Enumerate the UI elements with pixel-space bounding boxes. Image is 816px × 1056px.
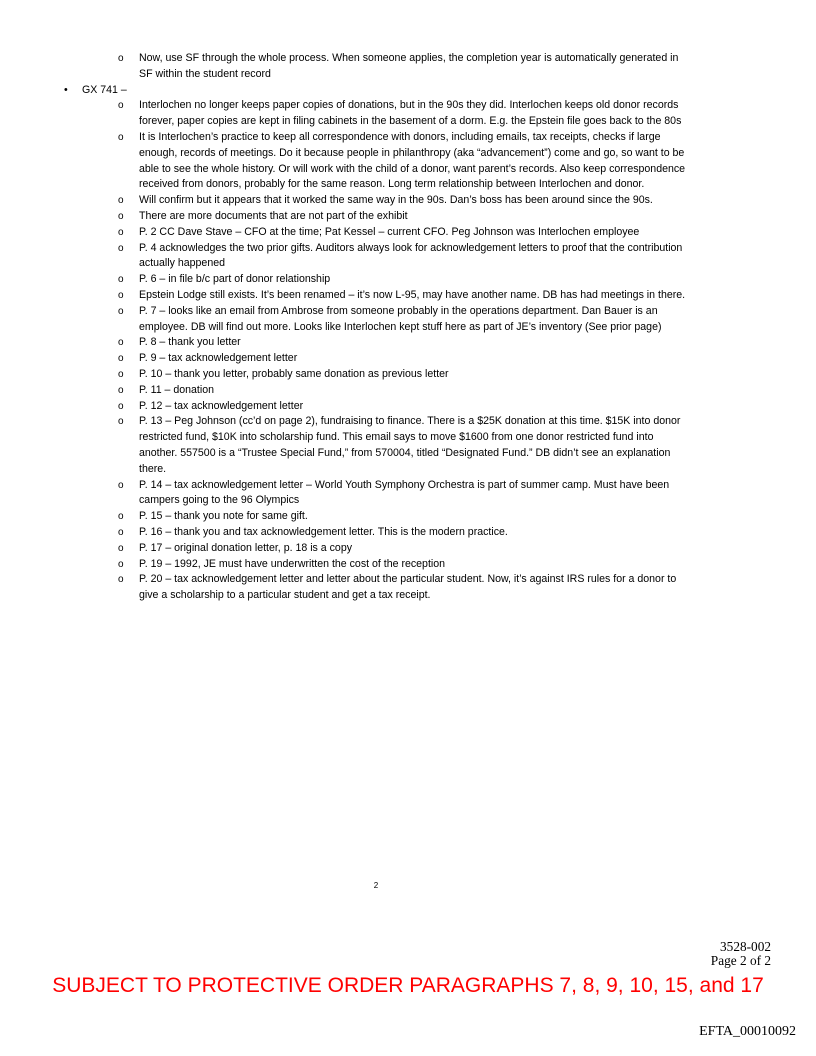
sub-bullet-icon: o bbox=[118, 368, 124, 380]
sub-bullet-icon: o bbox=[118, 274, 124, 286]
list-item-text: Now, use SF through the whole process. When someone applies, the completion year is automatically generated in SF within the student record bbox=[139, 52, 679, 80]
list-item bbox=[0, 414, 816, 477]
list-item bbox=[0, 383, 816, 399]
list-item-text: P. 15 – thank you note for same gift. bbox=[139, 510, 308, 523]
sub-bullet-icon: o bbox=[118, 305, 124, 317]
list-item-text: P. 17 – original donation letter, p. 18 is a copy bbox=[139, 541, 353, 554]
list-item bbox=[0, 335, 816, 351]
sub-bullet-icon: o bbox=[118, 289, 124, 301]
list-item-text: P. 20 – tax acknowledgement letter and letter about the particular student. Now, it’s against IRS rules for a donor to give a scholarship to a particular student and get a tax receipt. bbox=[139, 573, 677, 602]
list-item bbox=[0, 367, 816, 383]
interview-notes bbox=[0, 51, 816, 604]
section-heading: GX 741 – bbox=[82, 83, 127, 96]
sub-bullet-icon: o bbox=[118, 131, 124, 143]
list-item-text: P. 6 – in file b/c part of donor relationship bbox=[139, 273, 331, 286]
sub-bullet-icon: o bbox=[118, 416, 124, 428]
sub-bullet-icon: o bbox=[118, 210, 124, 222]
list-item-text: Will confirm but it appears that it worked the same way in the 90s. Dan’s boss has been around since the 90s. bbox=[139, 194, 653, 207]
list-item-text: P. 4 acknowledges the two prior gifts. Auditors always look for acknowledgement letters to proof that the contribution actually happened bbox=[139, 241, 683, 270]
list-item-text: There are more documents that are not part of the exhibit bbox=[139, 209, 408, 222]
list-item bbox=[0, 130, 816, 193]
list-item bbox=[0, 557, 816, 573]
list-item bbox=[0, 225, 816, 241]
list-item-text: P. 10 – thank you letter, probably same donation as previous letter bbox=[139, 367, 449, 380]
list-item bbox=[0, 288, 816, 304]
sub-bullet-icon: o bbox=[118, 226, 124, 238]
sub-bullet-icon: o bbox=[118, 511, 124, 523]
page-number: 2 bbox=[373, 881, 379, 890]
list-item bbox=[0, 209, 816, 225]
sub-bullet-icon: o bbox=[118, 353, 124, 365]
section-gx741 bbox=[0, 83, 816, 99]
bates-page-label: Page 2 of 2 bbox=[710, 953, 771, 968]
list-item bbox=[0, 399, 816, 415]
list-item-text: P. 19 – 1992, JE must have underwritten the cost of the reception bbox=[139, 557, 446, 570]
list-item bbox=[0, 478, 816, 510]
sub-bullet-icon: o bbox=[118, 558, 124, 570]
bullet-icon: • bbox=[64, 83, 68, 96]
list-item-text: P. 12 – tax acknowledgement letter bbox=[139, 399, 304, 412]
sub-bullet-icon: o bbox=[118, 384, 124, 396]
list-item bbox=[0, 572, 816, 604]
sub-bullet-icon: o bbox=[118, 479, 124, 491]
list-item-text: Epstein Lodge still exists. It’s been renamed – it’s now L-95, may have another name. DB has had meetings in there. bbox=[139, 288, 686, 301]
sub-bullet-icon: o bbox=[118, 526, 124, 538]
list-item-text: P. 13 – Peg Johnson (cc’d on page 2), fundraising to finance. There is a $25K donation at this time. $15K into donor restricted fund, $10K into scholarship fund. This email says to move $1600 from one donor restricted fund into another. 557500 is a “Trustee Special Fund,” from 570004, titled “Designated Fund.” DB didn’t see an explanation there. bbox=[139, 415, 681, 475]
intro-list bbox=[0, 51, 816, 83]
list-item-text: P. 2 CC Dave Stave – CFO at the time; Pat Kessel – current CFO. Peg Johnson was Interlochen employee bbox=[139, 225, 640, 238]
list-item bbox=[0, 509, 816, 525]
list-item-text: P. 14 – tax acknowledgement letter – World Youth Symphony Orchestra is part of summer camp. Must have been campers going to the 96 Olympics bbox=[139, 478, 670, 507]
list-item-text: Interlochen no longer keeps paper copies of donations, but in the 90s they did. Interlochen keeps old donor records forever, paper copies are kept in filing cabinets in the basement of a dorm. E.g. the Epstein file goes back to the 80s bbox=[139, 99, 682, 128]
protective-order-notice: SUBJECT TO PROTECTIVE ORDER PARAGRAPHS 7, 8, 9, 10, 15, and 17 bbox=[52, 974, 764, 997]
list-item-text: P. 9 – tax acknowledgement letter bbox=[139, 352, 298, 365]
bates-block bbox=[711, 940, 771, 968]
sub-bullet-icon: o bbox=[118, 100, 124, 112]
section-list bbox=[0, 98, 816, 604]
sub-bullet-icon: o bbox=[118, 337, 124, 349]
sub-bullet-icon: o bbox=[118, 242, 124, 254]
list-item-text: P. 16 – thank you and tax acknowledgement letter. This is the modern practice. bbox=[139, 525, 508, 538]
list-item-text: It is Interlochen’s practice to keep all correspondence with donors, including emails, tax receipts, checks if large enough, records of meetings. Do it because people in philanthropy (aka “advancement”) come and go, so want to be able to see the whole history. Or will work with the child of a donor, want parent’s records. Also keep correspondence received from donors, probably for the same reason. Long term relationship between Interlochen and donor. bbox=[139, 130, 686, 191]
list-item-text: P. 11 – donation bbox=[139, 383, 215, 396]
list-item bbox=[0, 98, 816, 130]
list-item bbox=[0, 241, 816, 273]
list-item bbox=[0, 51, 816, 83]
list-item bbox=[0, 525, 816, 541]
sub-bullet-icon: o bbox=[118, 542, 124, 554]
sub-bullet-icon: o bbox=[118, 53, 124, 64]
list-item bbox=[0, 304, 816, 336]
bates-doc-id: 3528-002 bbox=[720, 939, 771, 954]
sub-bullet-icon: o bbox=[118, 574, 124, 586]
list-item bbox=[0, 193, 816, 209]
list-item-text: P. 8 – thank you letter bbox=[139, 336, 241, 349]
efta-number: EFTA_00010092 bbox=[699, 1024, 796, 1039]
list-item-text: P. 7 – looks like an email from Ambrose from someone probably in the operations department. Dan Bauer is an employee. DB will find out more. Looks like Interlochen kept stuff here as part of JE’s inventory (See prior page) bbox=[139, 304, 662, 333]
list-item bbox=[0, 541, 816, 557]
sub-bullet-icon: o bbox=[118, 400, 124, 412]
list-item bbox=[0, 351, 816, 367]
sub-bullet-icon: o bbox=[118, 195, 124, 207]
list-item bbox=[0, 272, 816, 288]
